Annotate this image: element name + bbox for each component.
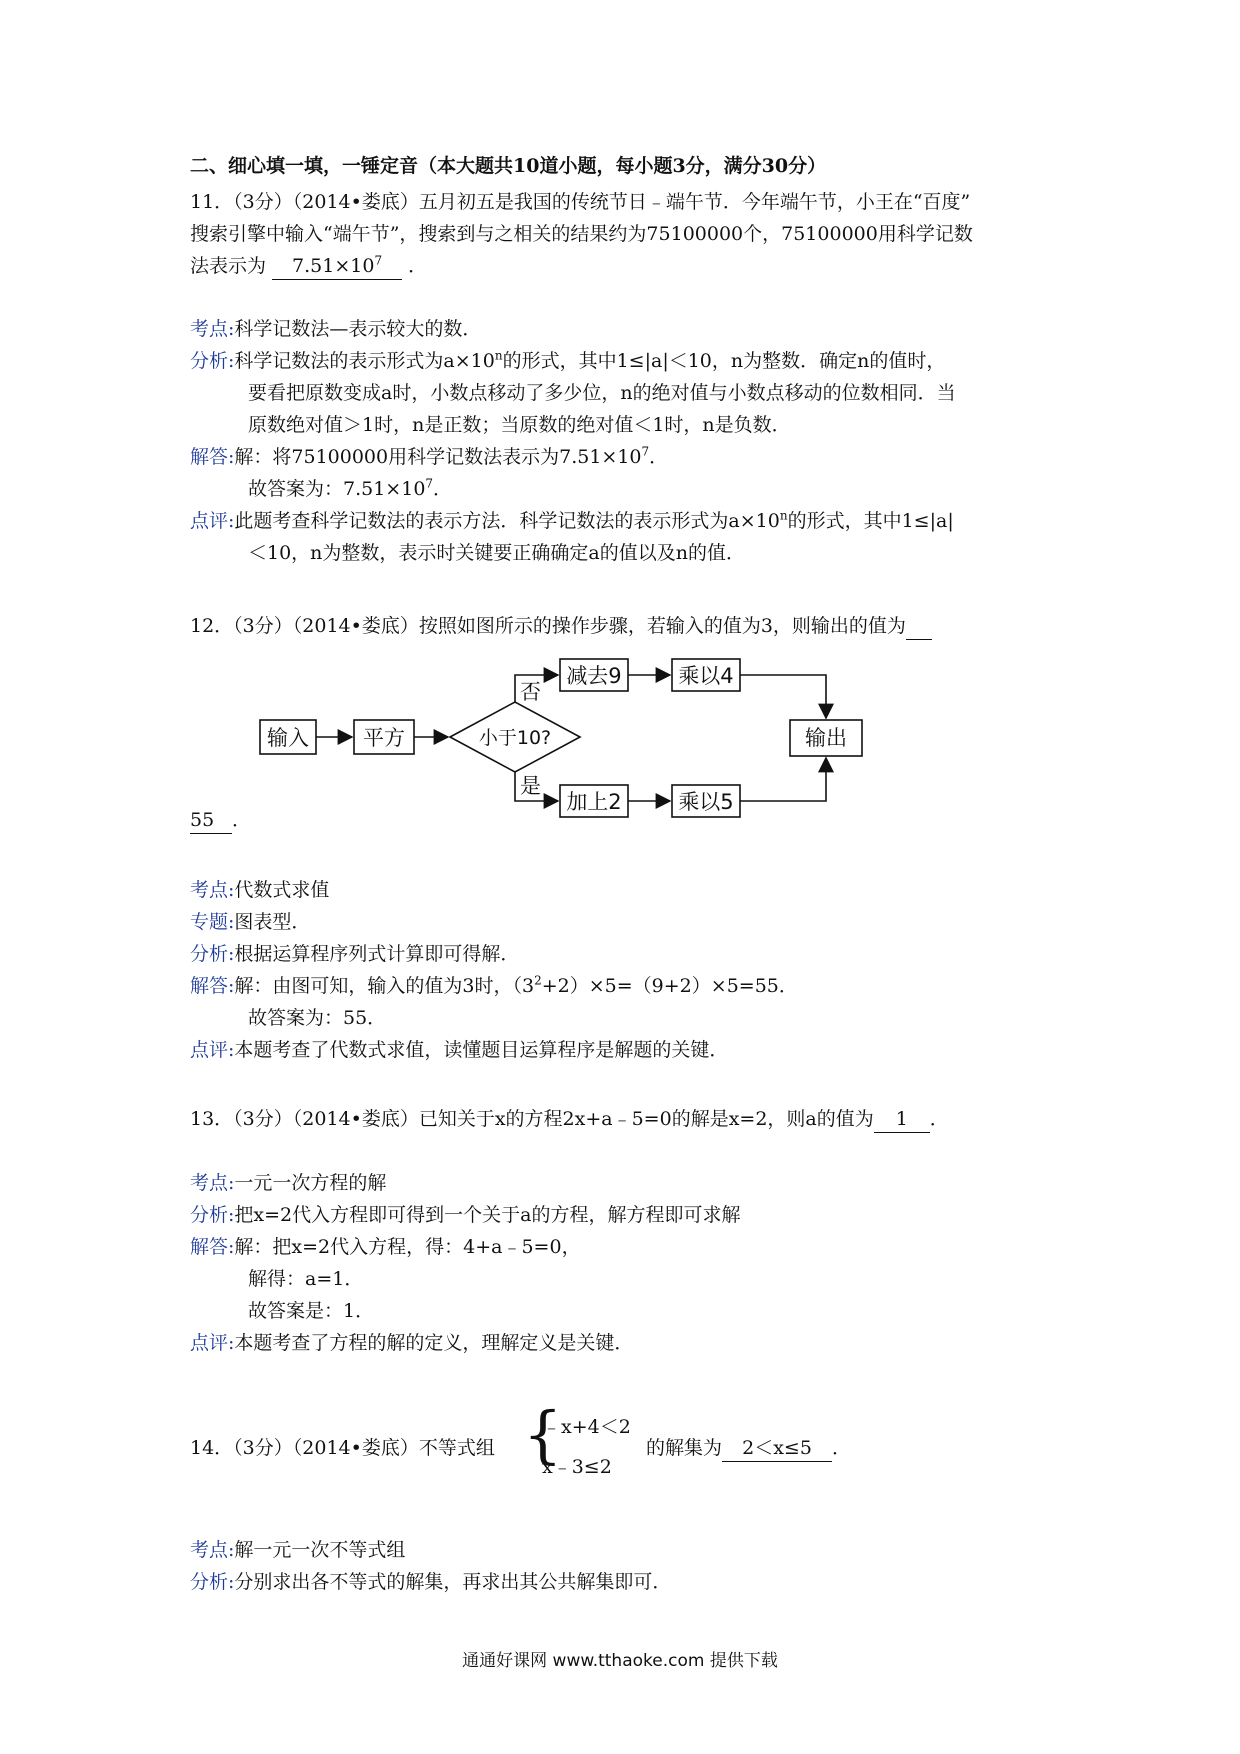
q11-line3-pre: 法表示为 — [190, 255, 267, 277]
q12-fenxi-text: 根据运算程序列式计算即可得解． — [234, 943, 520, 965]
flow-label-minus9: 减去9 — [566, 664, 622, 688]
q13-answer-post: ． — [929, 1108, 949, 1130]
q12-fenxi — [190, 938, 519, 970]
q12-kaodian-text: 代数式求值 — [234, 879, 330, 901]
q14-ineq2: x﹣3≤2 — [542, 1456, 612, 1478]
q11-line3-post: ． — [408, 255, 428, 277]
q11-fenxi1-pre: 科学记数法的表示形式为a×10 — [234, 350, 495, 372]
q13-line1 — [190, 1103, 949, 1135]
q11-answer-exp: 7 — [374, 253, 383, 268]
flow-label-times4: 乘以4 — [678, 664, 734, 688]
q11-line1: 11．（3分）（2014•娄底）五月初五是我国的传统节日﹣端午节．今年端午节，小王在“百度” — [190, 191, 971, 213]
q14-line-pre: 14．（3分）（2014•娄底）不等式组 — [190, 1437, 495, 1459]
q12-kaodian — [190, 874, 329, 906]
q14-answer: 2＜x≤5 — [722, 1435, 832, 1462]
q11-dianping2: ＜10，n为整数，表示时关键要正确确定a的值以及n的值． — [248, 542, 745, 564]
q13-jieda3: 故答案是：1． — [248, 1300, 375, 1322]
q11-dianping1-pre: 此题考查科学记数法的表示方法．科学记数法的表示形式为a×10 — [234, 510, 780, 532]
q13-kaodian — [190, 1167, 386, 1199]
q12-line1 — [190, 610, 932, 642]
page-footer: 通通好课网 www.tthaoke.com 提供下载 — [462, 1651, 778, 1671]
q11-jieda1-exp: 7 — [641, 444, 650, 459]
q11-kaodian-text: 科学记数法—表示较大的数． — [234, 318, 482, 340]
q11-fenxi — [190, 345, 945, 377]
q13-fenxi — [190, 1199, 740, 1231]
q11-kaodian-label: 考点: — [190, 318, 235, 340]
section-title: 二、细心填一填，一锤定音（本大题共10道小题，每小题3分，满分30分） — [190, 155, 827, 177]
q14-kaodian-text: 解一元一次不等式组 — [234, 1539, 406, 1561]
q11-fenxi-label: 分析: — [190, 350, 235, 372]
q13-dianping — [190, 1327, 633, 1359]
q11-jieda2-exp: 7 — [425, 476, 434, 491]
q14-line-mid: 的解集为 — [646, 1437, 723, 1459]
q14-answer-post: ． — [832, 1437, 852, 1459]
q12-answer-line — [190, 804, 251, 836]
q11-dianping1-post: 的形式，其中1≤|a| — [787, 510, 954, 532]
q13-answer: 1 — [874, 1106, 930, 1133]
q13-kaodian-text: 一元一次方程的解 — [234, 1172, 387, 1194]
q12-blank-start — [906, 613, 932, 640]
q14-ineq1: ﹣x+4＜2 — [542, 1416, 631, 1438]
q12-fenxi-label: 分析: — [190, 943, 235, 965]
flow-arrow-times4-output — [740, 675, 826, 718]
q14-kaodian-label: 考点: — [190, 1539, 235, 1561]
q11-jieda-label: 解答: — [190, 446, 235, 468]
flow-label-times5: 乘以5 — [678, 790, 734, 814]
q11-jieda1-pre: 解：将75100000用科学记数法表示为7.51×10 — [234, 446, 642, 468]
q12-jieda1-exp: 2 — [534, 973, 542, 988]
q14-system-brace: { — [523, 1398, 563, 1471]
q12-jieda — [190, 970, 798, 1002]
q12-line1-text: 12．（3分）（2014•娄底）按照如图所示的操作步骤，若输入的值为3，则输出的值为 — [190, 615, 906, 637]
q12-kaodian-label: 考点: — [190, 879, 235, 901]
q11-fenxi2: 要看把原数变成a时，小数点移动了多少位，n的绝对值与小数点移动的位数相同．当 — [248, 382, 956, 404]
q12-flowchart — [250, 655, 870, 835]
q11-jieda2-post: ． — [433, 478, 453, 500]
q12-answer: 55 — [190, 807, 232, 834]
q11-line2: 搜索引擎中输入“端午节”，搜索到与之相关的结果约为75100000个，75100000用科学记数 — [190, 223, 973, 245]
q11-dianping-label: 点评: — [190, 510, 235, 532]
q11-line3 — [190, 250, 427, 282]
q12-answer-post: ． — [232, 809, 252, 831]
q11-fenxi3: 原数绝对值＞1时，n是正数；当原数的绝对值＜1时，n是负数． — [248, 414, 791, 436]
q13-fenxi-text: 把x=2代入方程即可得到一个关于a的方程，解方程即可求解 — [234, 1204, 741, 1226]
q13-fenxi-label: 分析: — [190, 1204, 235, 1226]
q11-dianping — [190, 505, 954, 537]
q12-dianping — [190, 1034, 728, 1066]
q13-jieda2: 解得：a=1． — [248, 1268, 364, 1290]
flow-arrow-times5-output — [740, 758, 826, 801]
flow-label-output: 输出 — [805, 726, 847, 750]
flow-label-decision: 小于10? — [478, 727, 552, 749]
flow-label-yes: 是 — [520, 774, 541, 798]
q11-answer-blank — [272, 253, 402, 280]
flow-label-input: 输入 — [267, 726, 309, 750]
flow-label-no: 否 — [520, 680, 541, 704]
q11-answer-base: 7.51×10 — [292, 255, 375, 277]
q11-jieda2-pre: 故答案为：7.51×10 — [248, 478, 426, 500]
q13-dianping-text: 本题考查了方程的解的定义，理解定义是关键． — [234, 1332, 634, 1354]
q12-jieda-label: 解答: — [190, 975, 235, 997]
q11-kaodian — [190, 313, 481, 345]
q13-jieda1: 解：把x=2代入方程，得：4+a﹣5=0， — [234, 1236, 581, 1258]
q11-fenxi1-post: 的形式，其中1≤|a|＜10，n为整数．确定n的值时， — [502, 350, 946, 372]
q12-jieda1-pre: 解：由图可知，输入的值为3时，（3 — [234, 975, 535, 997]
q11-jieda2 — [248, 473, 452, 505]
q11-jieda1-post: ． — [649, 446, 669, 468]
q13-kaodian-label: 考点: — [190, 1172, 235, 1194]
q12-jieda1-post: +2）×5=（9+2）×5=55． — [541, 975, 798, 997]
q12-dianping-label: 点评: — [190, 1039, 235, 1061]
q13-line1-text: 13．（3分）（2014•娄底）已知关于x的方程2x+a﹣5=0的解是x=2，则a的值为 — [190, 1108, 874, 1130]
q12-zhuanti-label: 专题: — [190, 911, 235, 933]
q12-zhuanti-text: 图表型． — [234, 911, 311, 933]
q13-jieda-label: 解答: — [190, 1236, 235, 1258]
q14-fenxi — [190, 1566, 671, 1598]
q11-fenxi1-exp: n — [494, 348, 503, 363]
flow-label-plus2: 加上2 — [566, 790, 622, 814]
q14-fenxi-label: 分析: — [190, 1571, 235, 1593]
q13-jieda — [190, 1231, 581, 1263]
q12-jieda2: 故答案为：55． — [248, 1007, 387, 1029]
q14-kaodian — [190, 1534, 405, 1566]
q13-dianping-label: 点评: — [190, 1332, 235, 1354]
flow-label-square: 平方 — [363, 726, 405, 750]
q11-jieda — [190, 441, 668, 473]
q11-dianping1-exp: n — [779, 508, 788, 523]
q14-fenxi-text: 分别求出各不等式的解集，再求出其公共解集即可． — [234, 1571, 672, 1593]
q12-zhuanti — [190, 906, 310, 938]
q14-line-tail — [646, 1432, 851, 1464]
q12-dianping-text: 本题考查了代数式求值，读懂题目运算程序是解题的关键． — [234, 1039, 729, 1061]
